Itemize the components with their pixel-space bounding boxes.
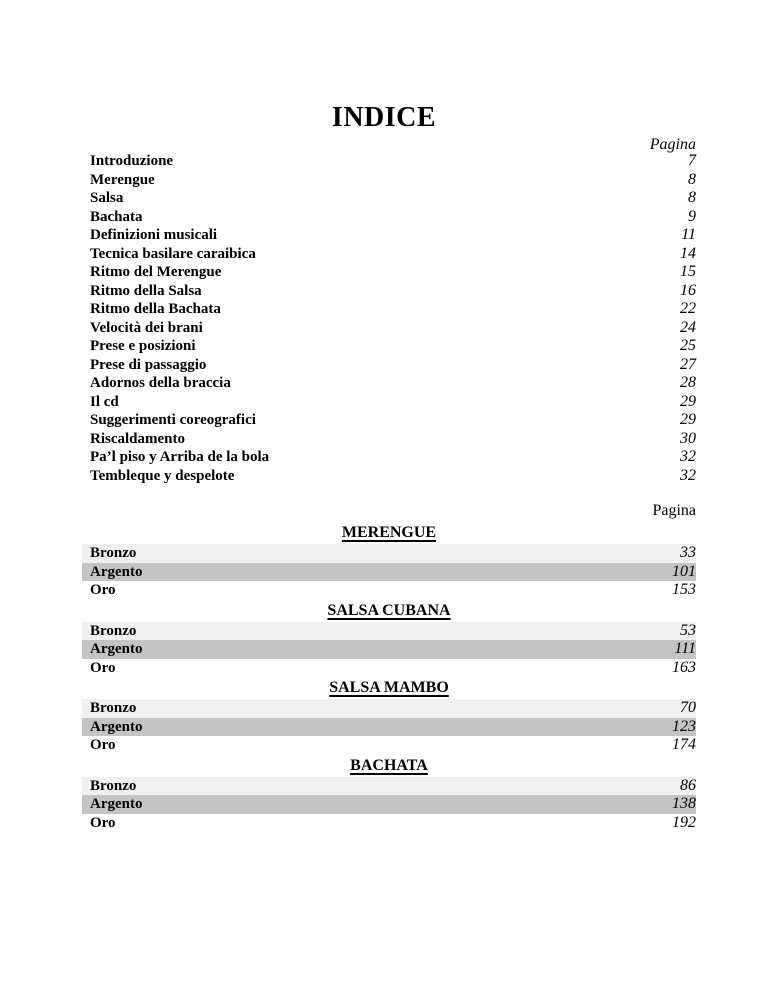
toc-entry	[90, 448, 696, 467]
level-label: Oro	[90, 659, 116, 676]
toc-entry	[90, 393, 696, 412]
level-row	[82, 659, 696, 678]
toc-entry	[90, 374, 696, 393]
level-row	[82, 718, 696, 737]
toc-entry	[90, 319, 696, 338]
page-title: INDICE	[331, 102, 437, 133]
toc-entry-label: Bachata	[90, 208, 143, 225]
toc-entry	[90, 208, 696, 227]
level-row	[82, 814, 696, 833]
toc-entry-page: 8	[688, 189, 696, 206]
toc-entry	[90, 189, 696, 208]
toc-entry-page: 11	[681, 226, 696, 243]
toc-entry-page: 9	[688, 207, 696, 225]
level-page: 192	[672, 813, 696, 831]
toc-entry-label: Tecnica basilare caraibica	[90, 245, 256, 262]
toc-entry-label: Tembleque y despelote	[90, 467, 235, 484]
toc-entry-label: Merengue	[90, 171, 155, 188]
toc-entry-page: 14	[680, 244, 696, 262]
level-page: 174	[672, 736, 696, 753]
toc-entry-page: 30	[680, 429, 696, 447]
toc-entry-label: Ritmo della Bachata	[90, 301, 221, 317]
level-row	[82, 581, 696, 600]
toc-entry	[90, 411, 696, 430]
toc-entry-label: Salsa	[90, 190, 124, 206]
toc-entry-page: 27	[680, 355, 696, 373]
toc-entry-label: Riscaldamento	[90, 430, 185, 447]
section-heading: BACHATA	[350, 756, 428, 774]
toc-entry	[90, 245, 696, 264]
toc-entry-label: Adornos della braccia	[90, 375, 231, 391]
toc-entry-label: Ritmo della Salsa	[90, 282, 202, 299]
level-page: 163	[672, 658, 696, 676]
level-label: Argento	[90, 796, 143, 812]
level-row	[82, 736, 696, 755]
level-page: 153	[672, 581, 696, 598]
toc-page-column-header: Pagina	[649, 136, 696, 153]
level-row	[82, 544, 696, 563]
toc-entry-page: 32	[680, 466, 696, 484]
level-label: Bronzo	[90, 545, 137, 561]
level-label: Oro	[90, 582, 116, 598]
toc-entry-page: 28	[680, 374, 696, 391]
toc-entry-label: Prese di passaggio	[90, 356, 207, 373]
level-label: Bronzo	[90, 622, 137, 639]
level-page: 123	[672, 717, 696, 735]
level-page: 70	[680, 699, 696, 716]
toc-entry	[90, 282, 696, 301]
level-label: Argento	[90, 563, 143, 580]
level-row	[82, 777, 696, 796]
section-heading: SALSA MAMBO	[329, 679, 449, 696]
table-of-contents	[90, 152, 696, 485]
level-label: Argento	[90, 718, 143, 735]
level-label: Oro	[90, 737, 116, 753]
toc-entry	[90, 263, 696, 282]
toc-entry-page: 8	[688, 170, 696, 188]
toc-entry	[90, 430, 696, 449]
toc-entry	[90, 152, 696, 171]
level-row	[82, 622, 696, 641]
toc-entry-label: Il cd	[90, 393, 119, 410]
toc-entry-label: Pa’l piso y Arriba de la bola	[90, 449, 270, 465]
level-row	[82, 563, 696, 582]
level-label: Oro	[90, 814, 116, 831]
level-page: 111	[674, 640, 696, 657]
toc-entry-page: 32	[680, 448, 696, 465]
level-page: 101	[672, 562, 696, 580]
toc-entry	[90, 300, 696, 319]
toc-entry-label: Prese e posizioni	[90, 338, 196, 354]
level-label: Argento	[90, 641, 143, 657]
levels-page-column-header: Pagina	[652, 502, 696, 519]
level-sections	[82, 522, 696, 832]
level-page: 86	[680, 776, 696, 794]
toc-entry-page: 29	[680, 392, 696, 410]
toc-entry-page: 29	[680, 411, 696, 428]
toc-entry-page: 24	[680, 318, 696, 336]
toc-entry-page: 16	[680, 281, 696, 299]
level-page: 33	[680, 544, 696, 561]
toc-entry	[90, 337, 696, 356]
toc-entry	[90, 171, 696, 190]
toc-entry-label: Introduzione	[90, 153, 174, 169]
toc-entry-page: 15	[680, 263, 696, 280]
toc-entry-label: Velocità dei brani	[90, 319, 203, 336]
level-page: 53	[680, 621, 696, 639]
level-label: Bronzo	[90, 777, 137, 794]
toc-entry	[90, 356, 696, 375]
level-row	[82, 640, 696, 659]
toc-entry-page: 22	[680, 300, 696, 317]
toc-entry	[90, 467, 696, 486]
level-row	[82, 699, 696, 718]
toc-entry-label: Definizioni musicali	[90, 227, 218, 243]
toc-entry	[90, 226, 696, 245]
section-heading: MERENGUE	[341, 524, 437, 541]
toc-entry-page: 25	[680, 337, 696, 354]
toc-entry-label: Suggerimenti coreografici	[90, 412, 256, 428]
section-heading: SALSA CUBANA	[327, 601, 451, 619]
level-label: Bronzo	[90, 700, 137, 716]
toc-entry-page: 7	[688, 152, 696, 169]
level-row	[82, 795, 696, 814]
level-page: 138	[672, 795, 696, 812]
toc-entry-label: Ritmo del Merengue	[90, 264, 222, 280]
